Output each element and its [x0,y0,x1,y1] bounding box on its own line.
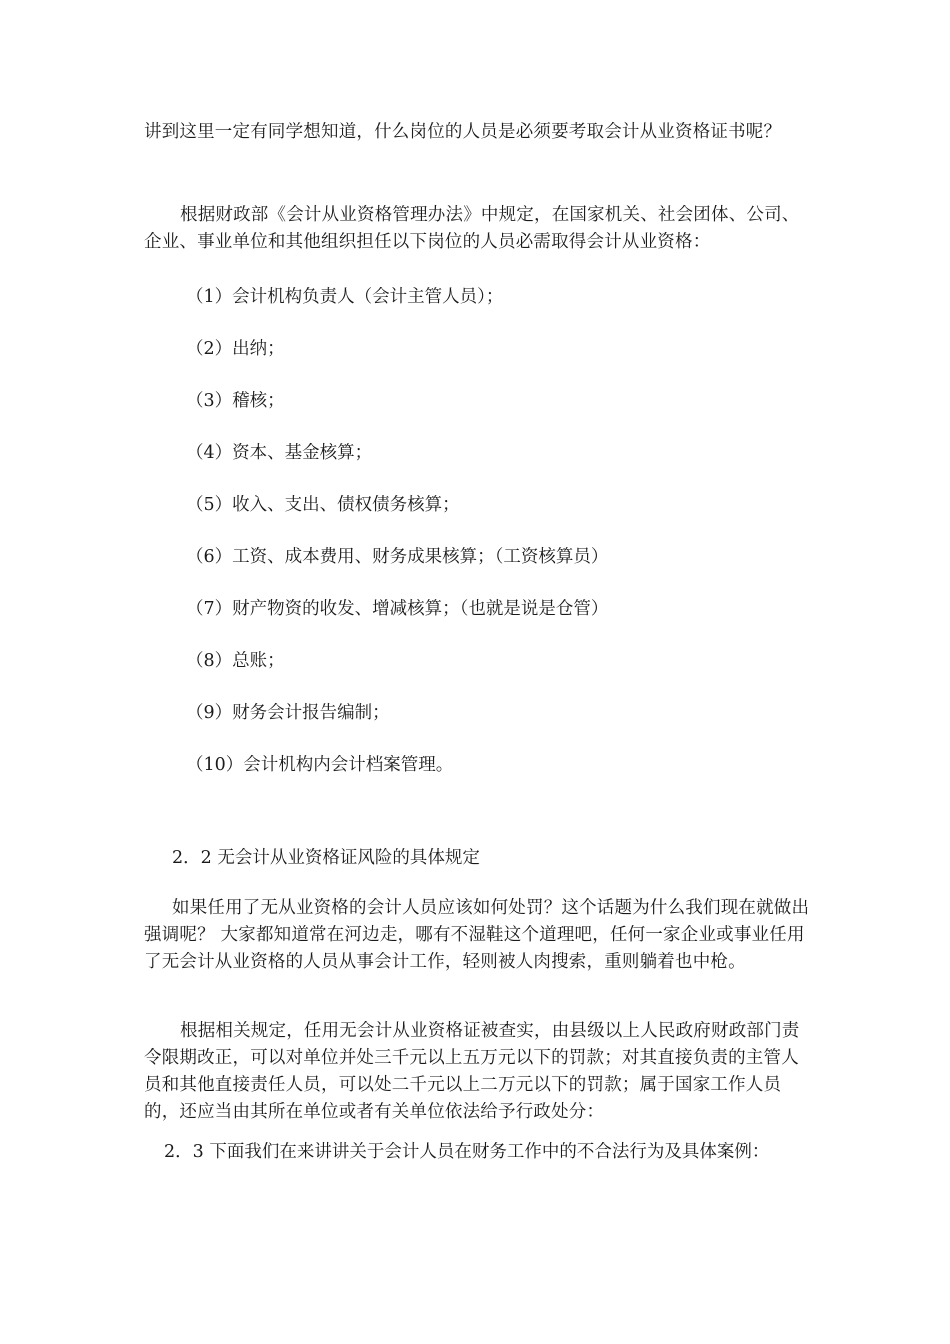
list-item: （7）财产物资的收发、增减核算；（也就是说是仓管） [186,599,609,619]
section-heading-2-3: 2．3 下面我们在来讲讲关于会计人员在财务工作中的不合法行为及具体案例： [164,1142,770,1162]
list-item: （4）资本、基金核算； [186,443,373,463]
list-item: （2）出纳； [186,339,285,359]
section-heading-2-2: 2．2 无会计从业资格证风险的具体规定 [172,848,480,868]
list-item: （8）总账； [186,651,285,671]
list-item: （10）会计机构内会计档案管理。 [186,755,454,775]
list-item: （3）稽核； [186,391,285,411]
list-item: （9）财务会计报告编制； [186,703,390,723]
regulation-paragraph: 根据财政部《会计从业资格管理办法》中规定，在国家机关、社会团体、公司、企业、事业单位和其他组织担任以下岗位的人员必需取得会计从业资格： [144,205,800,252]
penalty-intro-paragraph: 如果任用了无从业资格的会计人员应该如何处罚？这个话题为什么我们现在就做出强调呢？ 大家都知道常在河边走，哪有不湿鞋这个道理吧，任何一家企业或事业任用了无会计从业资格的人员从事会计工作，轻则被人肉搜索，重则躺着也中枪。 [144,898,810,972]
list-item: （1）会计机构负责人（会计主管人员）； [186,287,504,307]
penalty-rules-paragraph: 根据相关规定，任用无会计从业资格证被查实，由县级以上人民政府财政部门责令限期改正，可以对单位并处三千元以上五万元以下的罚款；对其直接负责的主管人员和其他直接责任人员，可以处二千元以上二万元以下的罚款；属于国家工作人员的，还应当由其所在单位或者有关单位依法给予行政处分： [144,1021,800,1122]
intro-question-paragraph: 讲到这里一定有同学想知道，什么岗位的人员是必须要考取会计从业资格证书呢？ [144,122,782,142]
list-item: （5）收入、支出、债权债务核算； [186,495,460,515]
list-item: （6）工资、成本费用、财务成果核算；（工资核算员） [186,547,609,567]
